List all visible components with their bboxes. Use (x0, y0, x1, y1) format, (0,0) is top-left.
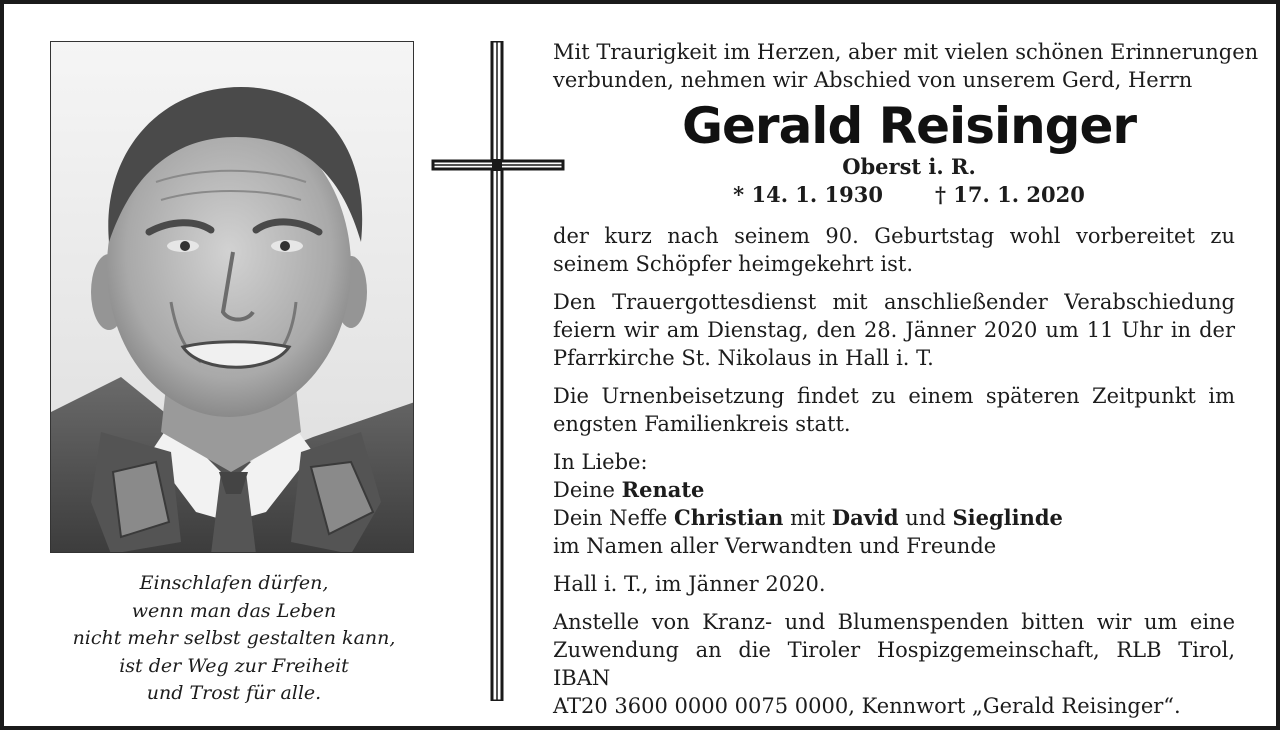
paragraph-line: AT20 3600 0000 0075 0000, Kennwort „Gerald Reisinger“. (553, 694, 1181, 718)
paragraph-burial (553, 382, 1235, 438)
obituary-text (553, 38, 1259, 720)
mourner-line: Dein Neffe Christian mit David und Sieglinde (553, 505, 1063, 530)
portrait-photo (50, 41, 414, 553)
poem-line: Einschlafen dürfen, (139, 572, 329, 594)
intro-line: verbunden, nehmen wir Abschied von unserem Gerd, Herrn (553, 68, 1193, 92)
mourners-list (553, 448, 1235, 560)
deceased-info (583, 98, 1235, 210)
poem-line: und Trost für alle. (146, 682, 322, 704)
paragraph-line: seinem Schöpfer heimgekehrt ist. (553, 252, 914, 276)
paragraph-line: Den Trauergottesdienst mit anschließender Verabschiedung (553, 290, 1235, 314)
portrait-illustration (51, 42, 414, 553)
donation-request (553, 608, 1235, 720)
intro-line: Mit Traurigkeit im Herzen, aber mit vielen schönen Erinnerungen (553, 40, 1259, 64)
poem-line: nicht mehr selbst gestalten kann, (72, 627, 396, 649)
paragraph-line: engsten Familienkreis statt. (553, 412, 851, 436)
paragraph-line: der kurz nach seinem 90. Geburtstag wohl vorbereitet zu (553, 224, 1235, 248)
memorial-poem (44, 570, 424, 708)
death-date: † 17. 1. 2020 (935, 182, 1085, 207)
poem-line: ist der Weg zur Freiheit (119, 654, 349, 677)
intro-text (553, 38, 1259, 94)
poem-line: wenn man das Leben (131, 599, 337, 622)
mourner-line: im Namen aller Verwandten und Freunde (553, 534, 997, 558)
paragraph-line: Pfarrkirche St. Nikolaus in Hall i. T. (553, 346, 934, 370)
paragraph-line: Zuwendung an die Tiroler Hospizgemeinschaft, RLB Tirol, IBAN (553, 638, 1235, 690)
mourner-line: Deine Renate (553, 477, 705, 502)
paragraph-line: Anstelle von Kranz- und Blumenspenden bitten wir um eine (553, 610, 1235, 634)
cross-icon (431, 41, 567, 701)
deceased-rank: Oberst i. R. (842, 154, 976, 179)
mourners-heading: In Liebe: (553, 450, 648, 474)
life-dates (583, 180, 1235, 210)
paragraph-line: feiern wir am Dienstag, den 28. Jänner 2020 um 11 Uhr in der (553, 318, 1235, 342)
paragraph-service (553, 288, 1235, 372)
place-date: Hall i. T., im Jänner 2020. (553, 572, 826, 596)
deceased-name: Gerald Reisinger (681, 97, 1137, 155)
paragraph-line: Die Urnenbeisetzung findet zu einem späteren Zeitpunkt im (553, 384, 1235, 408)
paragraph-homecoming (553, 222, 1235, 278)
birth-date: * 14. 1. 1930 (733, 182, 883, 207)
